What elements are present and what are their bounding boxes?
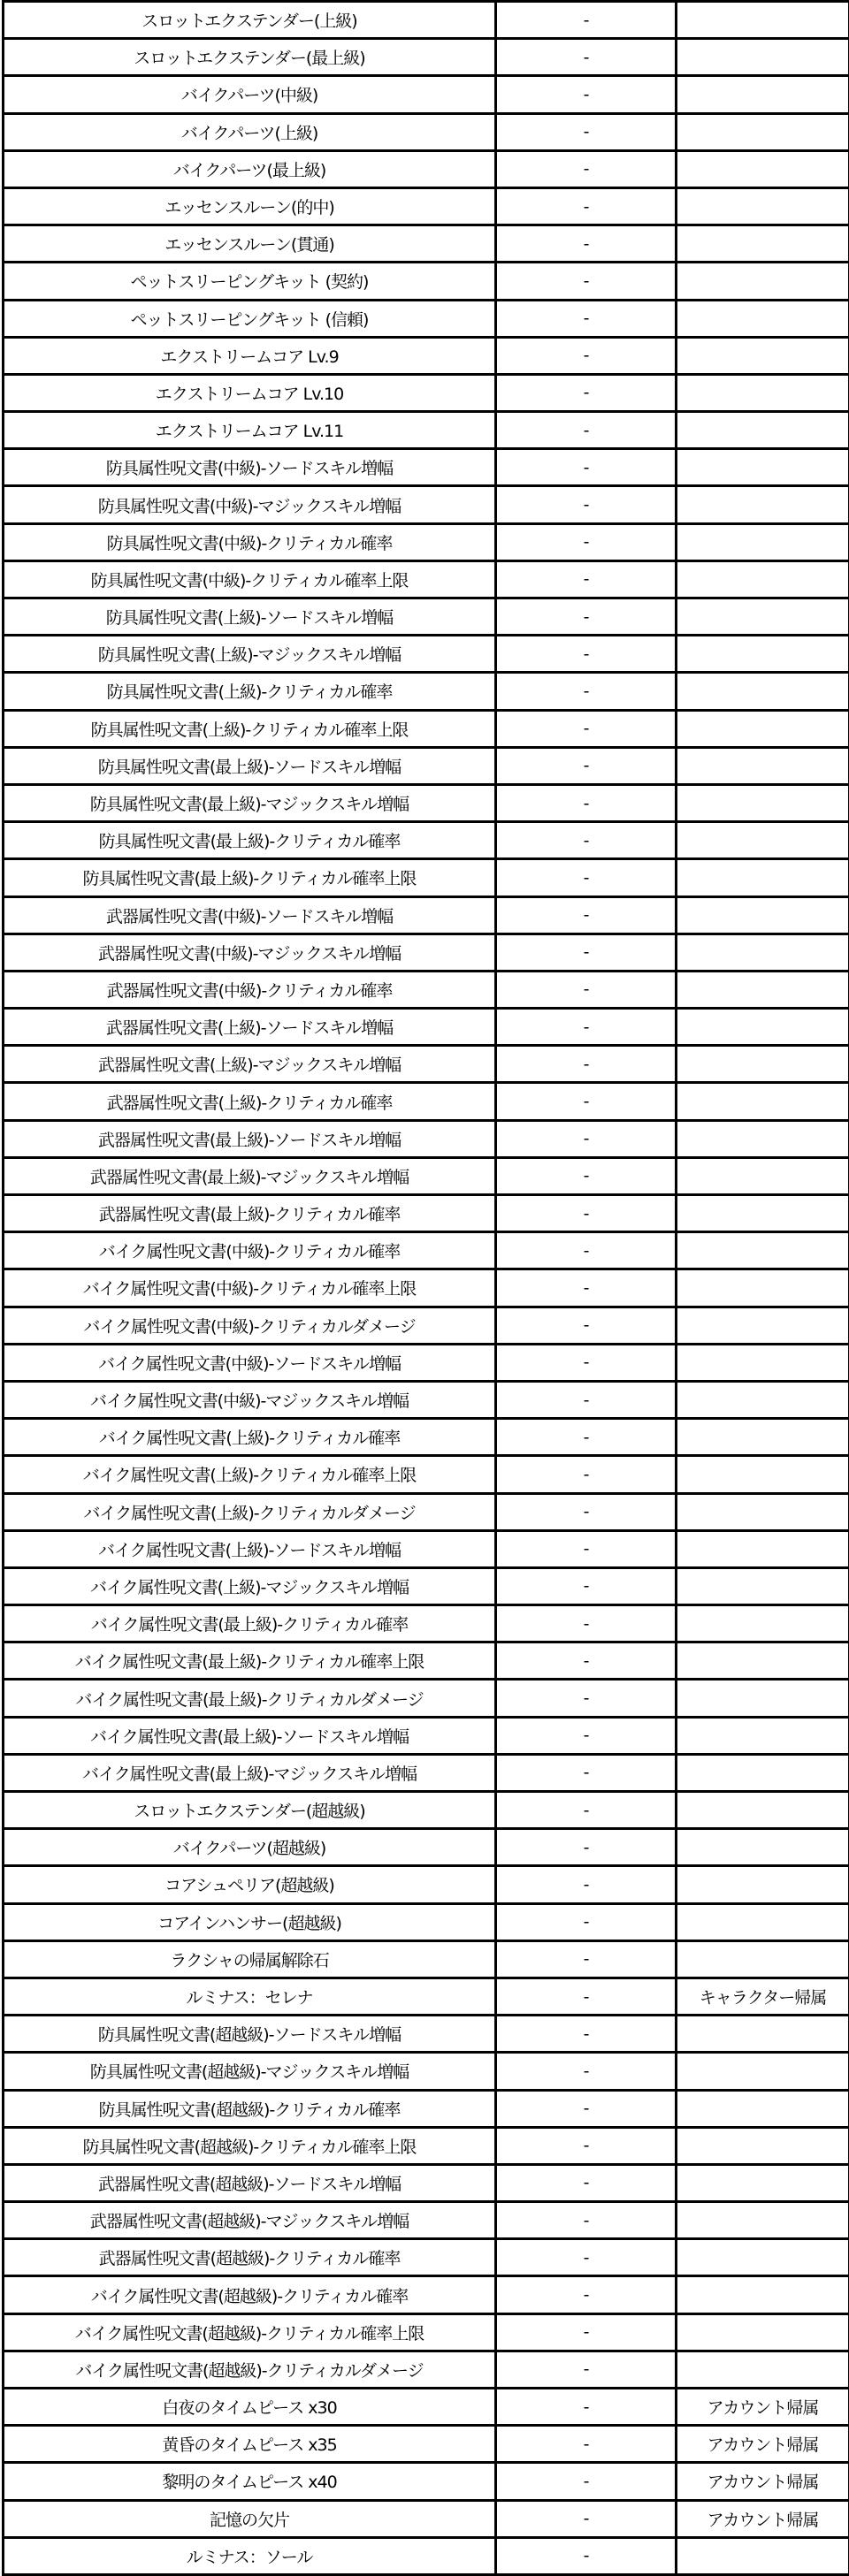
item-note-cell — [677, 187, 849, 225]
item-name-cell: コアインハンサー(超越級) — [4, 1903, 496, 1940]
item-note-cell — [677, 225, 849, 263]
item-quantity-cell: - — [496, 2090, 677, 2127]
items-table-body — [4, 2, 849, 2575]
item-note-cell: キャラクター帰属 — [677, 1978, 849, 2015]
item-note-cell — [677, 1307, 849, 1344]
table-row — [4, 934, 849, 971]
item-quantity-cell: - — [496, 2537, 677, 2574]
item-note-cell — [677, 337, 849, 374]
item-quantity-cell: - — [496, 1754, 677, 1791]
item-name-cell: バイク属性呪文書(超越級)-クリティカル確率上限 — [4, 2313, 496, 2351]
item-name-cell: バイク属性呪文書(超越級)-クリティカル確率 — [4, 2276, 496, 2313]
item-note-cell — [677, 1120, 849, 1157]
item-note-cell — [677, 1903, 849, 1940]
table-row — [4, 822, 849, 859]
item-name-cell: バイク属性呪文書(最上級)-マジックスキル増幅 — [4, 1754, 496, 1791]
item-quantity-cell: - — [496, 225, 677, 263]
item-quantity-cell: - — [496, 1195, 677, 1232]
item-quantity-cell: - — [496, 113, 677, 150]
table-row — [4, 2053, 849, 2090]
table-row — [4, 486, 849, 523]
item-quantity-cell: - — [496, 187, 677, 225]
item-name-cell: バイクパーツ(中級) — [4, 76, 496, 113]
item-quantity-cell: - — [496, 412, 677, 449]
item-name-cell: 武器属性呪文書(超越級)-ソードスキル増幅 — [4, 2164, 496, 2201]
table-row — [4, 1792, 849, 1829]
item-name-cell: バイクパーツ(最上級) — [4, 150, 496, 187]
item-note-cell — [677, 2, 849, 39]
item-quantity-cell: - — [496, 2016, 677, 2053]
item-name-cell: バイク属性呪文書(超越級)-クリティカルダメージ — [4, 2351, 496, 2388]
item-note-cell — [677, 150, 849, 187]
item-name-cell: 黎明のタイムピース x40 — [4, 2463, 496, 2500]
item-name-cell: バイク属性呪文書(最上級)-ソードスキル増幅 — [4, 1717, 496, 1754]
item-name-cell: 防具属性呪文書(最上級)-ソードスキル増幅 — [4, 747, 496, 784]
item-note-cell — [677, 934, 849, 971]
table-row — [4, 1530, 849, 1567]
table-row — [4, 2389, 849, 2426]
item-name-cell: ルミナス：ソール — [4, 2537, 496, 2574]
table-row — [4, 225, 849, 263]
table-row — [4, 2500, 849, 2537]
table-row — [4, 1717, 849, 1754]
item-quantity-cell: - — [496, 1642, 677, 1680]
item-note-cell — [677, 673, 849, 710]
table-row — [4, 374, 849, 411]
item-note-cell — [677, 1680, 849, 1717]
item-name-cell: スロットエクステンダー(超越級) — [4, 1792, 496, 1829]
table-row — [4, 1381, 849, 1418]
item-note-cell — [677, 1493, 849, 1530]
table-row — [4, 1605, 849, 1642]
table-row — [4, 1344, 849, 1381]
table-row — [4, 2, 849, 39]
item-quantity-cell: - — [496, 1903, 677, 1940]
table-row — [4, 1829, 849, 1866]
item-note-cell — [677, 113, 849, 150]
table-row — [4, 1009, 849, 1046]
table-row — [4, 150, 849, 187]
item-note-cell — [677, 1717, 849, 1754]
item-quantity-cell: - — [496, 374, 677, 411]
table-row — [4, 2202, 849, 2239]
item-name-cell: ペットスリーピングキット (信頼) — [4, 300, 496, 337]
table-row — [4, 1046, 849, 1083]
item-name-cell: 武器属性呪文書(中級)-クリティカル確率 — [4, 971, 496, 1008]
item-quantity-cell: - — [496, 1046, 677, 1083]
item-quantity-cell: - — [496, 1269, 677, 1307]
item-name-cell: エクストリームコア Lv.10 — [4, 374, 496, 411]
item-note-cell — [677, 1829, 849, 1866]
item-note-cell — [677, 1083, 849, 1120]
item-note-cell — [677, 560, 849, 598]
item-note-cell — [677, 1754, 849, 1791]
item-note-cell — [677, 412, 849, 449]
item-note-cell — [677, 971, 849, 1008]
table-row — [4, 1419, 849, 1456]
item-name-cell: バイク属性呪文書(中級)-クリティカル確率 — [4, 1232, 496, 1269]
item-quantity-cell: - — [496, 1456, 677, 1493]
item-quantity-cell: - — [496, 1344, 677, 1381]
table-row — [4, 1083, 849, 1120]
item-note-cell — [677, 2016, 849, 2053]
item-name-cell: 武器属性呪文書(上級)-マジックスキル増幅 — [4, 1046, 496, 1083]
item-name-cell: バイク属性呪文書(中級)-マジックスキル増幅 — [4, 1381, 496, 1418]
item-quantity-cell: - — [496, 1493, 677, 1530]
table-row — [4, 673, 849, 710]
item-quantity-cell: - — [496, 300, 677, 337]
item-note-cell — [677, 523, 849, 560]
table-row — [4, 2537, 849, 2574]
item-name-cell: 防具属性呪文書(超越級)-クリティカル確率上限 — [4, 2127, 496, 2164]
item-name-cell: 武器属性呪文書(中級)-ソードスキル増幅 — [4, 896, 496, 934]
item-quantity-cell: - — [496, 896, 677, 934]
item-name-cell: エッセンスルーン(的中) — [4, 187, 496, 225]
item-quantity-cell: - — [496, 1232, 677, 1269]
table-row — [4, 1232, 849, 1269]
item-name-cell: 武器属性呪文書(上級)-ソードスキル増幅 — [4, 1009, 496, 1046]
table-row — [4, 523, 849, 560]
item-quantity-cell: - — [496, 784, 677, 821]
item-name-cell: バイク属性呪文書(中級)-クリティカルダメージ — [4, 1307, 496, 1344]
table-row — [4, 747, 849, 784]
item-name-cell: バイク属性呪文書(上級)-クリティカル確率上限 — [4, 1456, 496, 1493]
item-quantity-cell: - — [496, 2500, 677, 2537]
item-quantity-cell: - — [496, 1307, 677, 1344]
item-quantity-cell: - — [496, 1157, 677, 1194]
item-note-cell — [677, 486, 849, 523]
item-note-cell — [677, 636, 849, 673]
item-quantity-cell: - — [496, 337, 677, 374]
item-note-cell — [677, 896, 849, 934]
item-note-cell — [677, 263, 849, 300]
table-row — [4, 76, 849, 113]
item-note-cell — [677, 1792, 849, 1829]
item-quantity-cell: - — [496, 2463, 677, 2500]
item-name-cell: 防具属性呪文書(上級)-ソードスキル増幅 — [4, 598, 496, 636]
item-note-cell — [677, 1456, 849, 1493]
item-note-cell — [677, 300, 849, 337]
item-note-cell — [677, 1009, 849, 1046]
item-note-cell — [677, 374, 849, 411]
table-row — [4, 710, 849, 747]
item-name-cell: 武器属性呪文書(超越級)-マジックスキル増幅 — [4, 2202, 496, 2239]
item-note-cell — [677, 598, 849, 636]
table-row — [4, 2463, 849, 2500]
item-quantity-cell: - — [496, 1940, 677, 1978]
item-quantity-cell: - — [496, 1120, 677, 1157]
item-quantity-cell: - — [496, 2276, 677, 2313]
table-row — [4, 39, 849, 76]
table-row — [4, 1493, 849, 1530]
item-name-cell: バイク属性呪文書(上級)-クリティカルダメージ — [4, 1493, 496, 1530]
table-row — [4, 1269, 849, 1307]
item-note-cell — [677, 822, 849, 859]
item-quantity-cell: - — [496, 2164, 677, 2201]
table-row — [4, 2351, 849, 2388]
table-row — [4, 187, 849, 225]
item-note-cell — [677, 1157, 849, 1194]
item-note-cell — [677, 76, 849, 113]
item-note-cell: アカウント帰属 — [677, 2426, 849, 2463]
item-name-cell: スロットエクステンダー(上級) — [4, 2, 496, 39]
items-table — [2, 0, 849, 2576]
table-row — [4, 263, 849, 300]
item-note-cell — [677, 1567, 849, 1604]
item-name-cell: 防具属性呪文書(中級)-クリティカル確率上限 — [4, 560, 496, 598]
item-name-cell: 防具属性呪文書(中級)-マジックスキル増幅 — [4, 486, 496, 523]
table-row — [4, 1903, 849, 1940]
item-note-cell — [677, 1046, 849, 1083]
table-row — [4, 971, 849, 1008]
item-name-cell: バイク属性呪文書(上級)-クリティカル確率 — [4, 1419, 496, 1456]
item-note-cell — [677, 2276, 849, 2313]
item-quantity-cell: - — [496, 2389, 677, 2426]
item-note-cell — [677, 1419, 849, 1456]
item-name-cell: バイク属性呪文書(最上級)-クリティカル確率上限 — [4, 1642, 496, 1680]
item-quantity-cell: - — [496, 636, 677, 673]
item-note-cell — [677, 1269, 849, 1307]
item-name-cell: 防具属性呪文書(最上級)-クリティカル確率上限 — [4, 859, 496, 896]
item-quantity-cell: - — [496, 523, 677, 560]
item-quantity-cell: - — [496, 486, 677, 523]
item-quantity-cell: - — [496, 859, 677, 896]
table-row — [4, 1456, 849, 1493]
item-quantity-cell: - — [496, 1009, 677, 1046]
item-quantity-cell: - — [496, 449, 677, 486]
table-row — [4, 2090, 849, 2127]
table-row — [4, 2016, 849, 2053]
item-note-cell: アカウント帰属 — [677, 2389, 849, 2426]
table-row — [4, 113, 849, 150]
item-name-cell: バイク属性呪文書(上級)-マジックスキル増幅 — [4, 1567, 496, 1604]
table-row — [4, 337, 849, 374]
item-quantity-cell: - — [496, 1083, 677, 1120]
item-name-cell: ペットスリーピングキット (契約) — [4, 263, 496, 300]
item-note-cell — [677, 747, 849, 784]
item-quantity-cell: - — [496, 747, 677, 784]
item-name-cell: バイク属性呪文書(最上級)-クリティカルダメージ — [4, 1680, 496, 1717]
item-name-cell: 防具属性呪文書(最上級)-マジックスキル増幅 — [4, 784, 496, 821]
item-note-cell: アカウント帰属 — [677, 2463, 849, 2500]
item-name-cell: エッセンスルーン(貫通) — [4, 225, 496, 263]
item-note-cell — [677, 2127, 849, 2164]
item-note-cell — [677, 1381, 849, 1418]
item-quantity-cell: - — [496, 673, 677, 710]
table-row — [4, 1642, 849, 1680]
item-note-cell — [677, 1605, 849, 1642]
item-quantity-cell: - — [496, 263, 677, 300]
item-note-cell — [677, 2202, 849, 2239]
item-name-cell: 記憶の欠片 — [4, 2500, 496, 2537]
item-note-cell — [677, 2053, 849, 2090]
table-row — [4, 2127, 849, 2164]
item-note-cell — [677, 2537, 849, 2574]
item-quantity-cell: - — [496, 2426, 677, 2463]
item-note-cell — [677, 1232, 849, 1269]
table-row — [4, 300, 849, 337]
table-row — [4, 2313, 849, 2351]
item-name-cell: ラクシャの帰属解除石 — [4, 1940, 496, 1978]
item-note-cell — [677, 1195, 849, 1232]
table-row — [4, 412, 849, 449]
item-note-cell: アカウント帰属 — [677, 2500, 849, 2537]
table-row — [4, 1195, 849, 1232]
table-row — [4, 1680, 849, 1717]
item-quantity-cell: - — [496, 1978, 677, 2015]
item-note-cell — [677, 2313, 849, 2351]
item-name-cell: 防具属性呪文書(中級)-ソードスキル増幅 — [4, 449, 496, 486]
table-row — [4, 560, 849, 598]
item-quantity-cell: - — [496, 1419, 677, 1456]
item-name-cell: 武器属性呪文書(最上級)-ソードスキル増幅 — [4, 1120, 496, 1157]
item-quantity-cell: - — [496, 1605, 677, 1642]
item-note-cell — [677, 1642, 849, 1680]
item-quantity-cell: - — [496, 2053, 677, 2090]
item-quantity-cell: - — [496, 2239, 677, 2276]
table-row — [4, 1567, 849, 1604]
item-name-cell: 防具属性呪文書(上級)-クリティカル確率上限 — [4, 710, 496, 747]
item-name-cell: バイクパーツ(超越級) — [4, 1829, 496, 1866]
item-name-cell: 防具属性呪文書(中級)-クリティカル確率 — [4, 523, 496, 560]
item-name-cell: 防具属性呪文書(上級)-クリティカル確率 — [4, 673, 496, 710]
item-name-cell: 防具属性呪文書(最上級)-クリティカル確率 — [4, 822, 496, 859]
table-row — [4, 2426, 849, 2463]
item-note-cell — [677, 1344, 849, 1381]
item-quantity-cell: - — [496, 1792, 677, 1829]
table-row — [4, 1940, 849, 1978]
item-note-cell — [677, 2351, 849, 2388]
item-name-cell: バイク属性呪文書(中級)-クリティカル確率上限 — [4, 1269, 496, 1307]
item-name-cell: エクストリームコア Lv.9 — [4, 337, 496, 374]
table-row — [4, 1754, 849, 1791]
item-note-cell — [677, 2090, 849, 2127]
item-quantity-cell: - — [496, 560, 677, 598]
item-quantity-cell: - — [496, 2202, 677, 2239]
table-row — [4, 1307, 849, 1344]
item-quantity-cell: - — [496, 2313, 677, 2351]
item-quantity-cell: - — [496, 2351, 677, 2388]
item-name-cell: 武器属性呪文書(超越級)-クリティカル確率 — [4, 2239, 496, 2276]
item-quantity-cell: - — [496, 1530, 677, 1567]
item-quantity-cell: - — [496, 2, 677, 39]
table-row — [4, 449, 849, 486]
item-name-cell: バイク属性呪文書(中級)-ソードスキル増幅 — [4, 1344, 496, 1381]
table-row — [4, 636, 849, 673]
item-note-cell — [677, 2239, 849, 2276]
table-row — [4, 1978, 849, 2015]
item-quantity-cell: - — [496, 971, 677, 1008]
item-name-cell: 防具属性呪文書(超越級)-マジックスキル増幅 — [4, 2053, 496, 2090]
item-note-cell — [677, 449, 849, 486]
item-note-cell — [677, 784, 849, 821]
table-row — [4, 896, 849, 934]
table-row — [4, 859, 849, 896]
item-quantity-cell: - — [496, 1866, 677, 1903]
item-name-cell: 武器属性呪文書(最上級)-マジックスキル増幅 — [4, 1157, 496, 1194]
item-quantity-cell: - — [496, 1717, 677, 1754]
item-quantity-cell: - — [496, 1567, 677, 1604]
item-note-cell — [677, 859, 849, 896]
table-row — [4, 2276, 849, 2313]
table-row — [4, 1157, 849, 1194]
item-quantity-cell: - — [496, 2127, 677, 2164]
item-quantity-cell: - — [496, 150, 677, 187]
table-row — [4, 2164, 849, 2201]
item-name-cell: バイクパーツ(上級) — [4, 113, 496, 150]
item-name-cell: 防具属性呪文書(上級)-マジックスキル増幅 — [4, 636, 496, 673]
item-note-cell — [677, 1940, 849, 1978]
item-note-cell — [677, 710, 849, 747]
item-quantity-cell: - — [496, 710, 677, 747]
item-name-cell: 武器属性呪文書(上級)-クリティカル確率 — [4, 1083, 496, 1120]
item-quantity-cell: - — [496, 39, 677, 76]
table-row — [4, 1120, 849, 1157]
item-name-cell: 防具属性呪文書(超越級)-ソードスキル増幅 — [4, 2016, 496, 2053]
item-quantity-cell: - — [496, 1381, 677, 1418]
item-quantity-cell: - — [496, 934, 677, 971]
item-name-cell: ルミナス：セレナ — [4, 1978, 496, 2015]
item-name-cell: 白夜のタイムピース x30 — [4, 2389, 496, 2426]
table-row — [4, 784, 849, 821]
table-row — [4, 598, 849, 636]
item-quantity-cell: - — [496, 76, 677, 113]
table-row — [4, 2239, 849, 2276]
item-quantity-cell: - — [496, 822, 677, 859]
table-row — [4, 1866, 849, 1903]
item-note-cell — [677, 1530, 849, 1567]
item-note-cell — [677, 39, 849, 76]
item-name-cell: 武器属性呪文書(最上級)-クリティカル確率 — [4, 1195, 496, 1232]
item-name-cell: 武器属性呪文書(中級)-マジックスキル増幅 — [4, 934, 496, 971]
item-note-cell — [677, 2164, 849, 2201]
item-name-cell: バイク属性呪文書(最上級)-クリティカル確率 — [4, 1605, 496, 1642]
item-name-cell: バイク属性呪文書(上級)-ソードスキル増幅 — [4, 1530, 496, 1567]
item-quantity-cell: - — [496, 1680, 677, 1717]
item-name-cell: エクストリームコア Lv.11 — [4, 412, 496, 449]
item-quantity-cell: - — [496, 598, 677, 636]
item-name-cell: 黄昏のタイムピース x35 — [4, 2426, 496, 2463]
item-name-cell: コアシュペリア(超越級) — [4, 1866, 496, 1903]
item-quantity-cell: - — [496, 1829, 677, 1866]
item-name-cell: スロットエクステンダー(最上級) — [4, 39, 496, 76]
item-name-cell: 防具属性呪文書(超越級)-クリティカル確率 — [4, 2090, 496, 2127]
item-note-cell — [677, 1866, 849, 1903]
